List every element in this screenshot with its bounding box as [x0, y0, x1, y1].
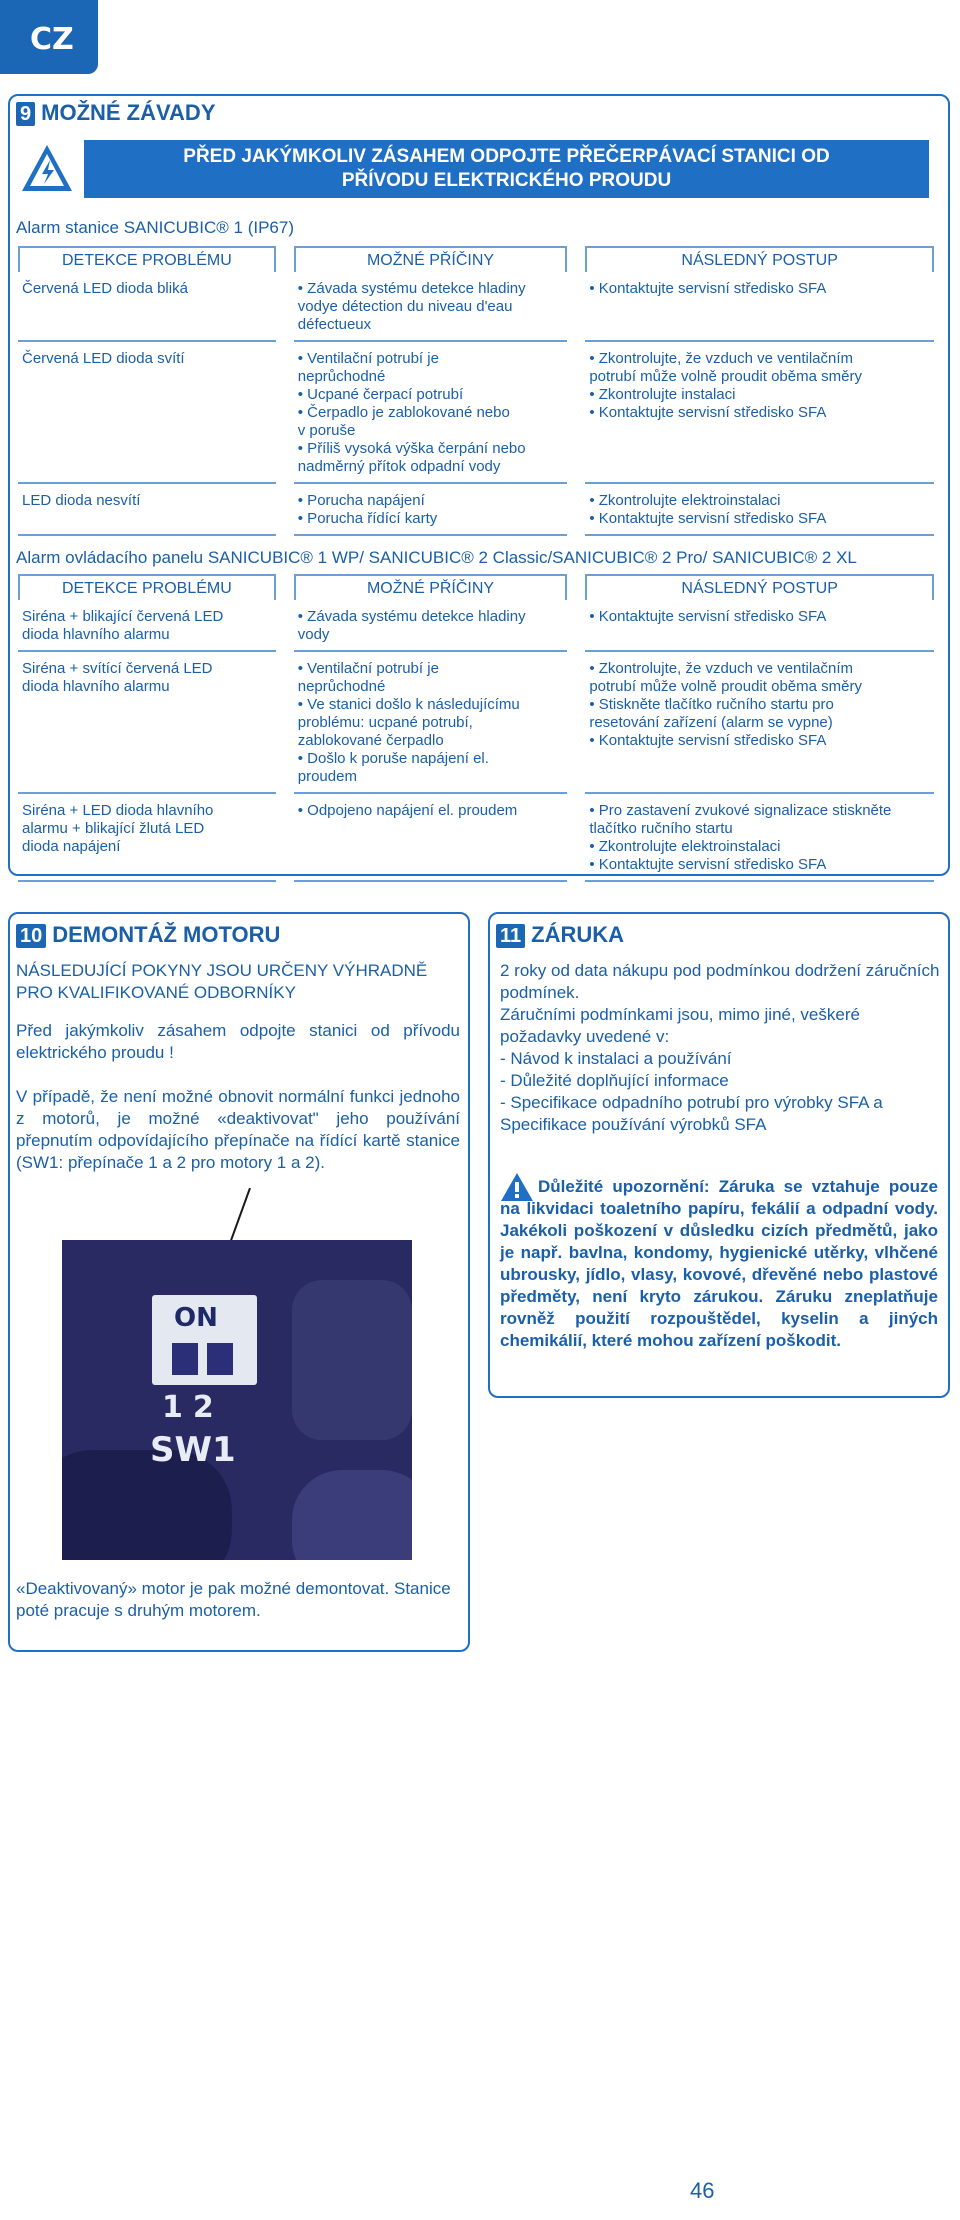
warranty-line: - Návod k instalaci a používání: [500, 1049, 732, 1068]
cell-line: Siréna + svítící červená LED: [22, 660, 213, 677]
language-tab: [0, 0, 98, 74]
cell-line: zablokované čerpadlo: [297, 732, 444, 749]
cell-actions: [585, 800, 934, 882]
warranty-line: Záručními podmínkami jsou, mimo jiné, veškeré požadavky uvedené v:: [500, 1005, 860, 1046]
cell-line: • Kontaktujte servisní středisko SFA: [589, 280, 827, 297]
switch-numbers: 12: [162, 1390, 224, 1425]
warning-line-1: PŘED JAKÝMKOLIV ZÁSAHEM ODPOJTE PŘEČERPÁVACÍ STANICI OD: [183, 146, 830, 167]
cell-line: • Zkontrolujte, že vzduch ve ventilačním: [589, 660, 854, 677]
cell-actions: [585, 348, 934, 484]
cell-line: • Závada systému detekce hladiny: [297, 608, 526, 625]
cell-line: neprůchodné: [297, 678, 386, 695]
cell-line: • Zkontrolujte elektroinstalaci: [589, 838, 781, 855]
cell-actions: [585, 490, 934, 536]
section9-heading: [16, 100, 216, 126]
cell-line: dioda hlavního alarmu: [22, 678, 170, 695]
cell-line: resetování zařízení (alarm se vypne): [589, 714, 833, 731]
switch-label: SW1: [150, 1430, 236, 1470]
warranty-line: - Důležité doplňující informace: [500, 1071, 729, 1090]
cell-problem: [18, 800, 276, 882]
cell-line: Siréna + LED dioda hlavního: [22, 802, 214, 819]
dip-switch: [152, 1295, 257, 1385]
cell-line: • Kontaktujte servisní středisko SFA: [589, 608, 827, 625]
table-row: [18, 800, 934, 882]
cell-causes: [294, 606, 568, 652]
dip-switch-photo: [62, 1240, 412, 1560]
cell-line: défectueux: [297, 316, 372, 333]
cell-causes: [294, 658, 568, 794]
cell-causes: [294, 278, 568, 342]
section-number-badge: 11: [496, 924, 525, 948]
cell-line: Siréna + blikající červená LED: [22, 608, 224, 625]
cell-line: Červená LED dioda bliká: [22, 280, 188, 297]
cell-problem: [18, 348, 276, 484]
cell-line: • Porucha napájení: [297, 492, 425, 509]
cell-line: • Zkontrolujte instalaci: [589, 386, 736, 403]
cell-line: • Porucha řídící karty: [297, 510, 438, 527]
cell-line: • Odpojeno napájení el. proudem: [297, 802, 518, 819]
electric-hazard-icon: [20, 142, 74, 194]
cell-line: vody: [297, 626, 330, 643]
cell-line: • Zkontrolujte elektroinstalaci: [589, 492, 781, 509]
cell-line: Červená LED dioda svítí: [22, 350, 185, 367]
cell-line: • Kontaktujte servisní středisko SFA: [589, 404, 827, 421]
cell-line: nadměrný přítok odpadní vody: [297, 458, 501, 475]
deactivated-motor-paragraph: «Deaktivovaný» motor je pak možné demontovat. Stanice poté pracuje s druhým motorem.: [16, 1579, 451, 1620]
column-header-action: NÁSLEDNÝ POSTUP: [585, 246, 934, 272]
cell-line: • Čerpadlo je zablokované nebo: [297, 404, 510, 421]
cell-line: proudem: [297, 768, 357, 785]
cell-line: potrubí může volně proudit oběma směry: [589, 368, 862, 385]
cell-line: alarmu + blikající žlutá LED: [22, 820, 205, 837]
cell-causes: [294, 490, 568, 536]
warranty-line: - Specifikace odpadního potrubí pro výrobky SFA a Specifikace používání výrobků SFA: [500, 1093, 883, 1134]
section10-heading: [16, 922, 280, 948]
cell-problem: [18, 606, 276, 652]
table-row: [18, 658, 934, 794]
cell-line: potrubí může volně proudit oběma směry: [589, 678, 862, 695]
cell-line: • Příliš vysoká výška čerpání nebo: [297, 440, 526, 457]
disconnect-warning-banner: [84, 140, 929, 198]
column-header-causes: MOŽNÉ PŘÍČINY: [294, 574, 568, 600]
column-header-problem: DETEKCE PROBLÉMU: [18, 246, 276, 272]
warranty-text: [500, 960, 940, 1136]
cell-actions: [585, 606, 934, 652]
cell-line: tlačítko ručního startu: [589, 820, 733, 837]
cell-causes: [294, 800, 568, 882]
cell-line: • Ve stanici došlo k následujícímu: [297, 696, 520, 713]
section-title: MOŽNÉ ZÁVADY: [41, 100, 216, 125]
section11-heading: [496, 922, 624, 948]
cell-line: problému: ucpané potrubí,: [297, 714, 473, 731]
cell-line: • Ventilační potrubí je: [297, 660, 439, 677]
table-row: [18, 278, 934, 342]
qualified-staff-notice: NÁSLEDUJÍCÍ POKYNY JSOU URČENY VÝHRADNĚ PRO KVALIFIKOVANÉ ODBORNÍKY: [16, 961, 428, 1002]
warning-line-2: PŘÍVODU ELEKTRICKÉHO PROUDU: [341, 170, 672, 191]
cell-line: dioda napájení: [22, 838, 121, 855]
cell-line: dioda hlavního alarmu: [22, 626, 170, 643]
section-number-badge: 9: [16, 102, 35, 126]
cell-line: • Kontaktujte servisní středisko SFA: [589, 510, 827, 527]
table1-title: Alarm stanice SANICUBIC® 1 (IP67): [16, 218, 294, 237]
cell-line: v poruše: [297, 422, 356, 439]
cell-line: neprůchodné: [297, 368, 386, 385]
cell-line: • Zkontrolujte, že vzduch ve ventilačním: [589, 350, 854, 367]
troubleshooting-table-2: [0, 568, 952, 888]
cell-line: • Ventilační potrubí je: [297, 350, 439, 367]
cell-line: • Pro zastavení zvukové signalizace stiskněte: [589, 802, 892, 819]
troubleshooting-table-1: [0, 240, 952, 542]
cell-line: • Ucpané čerpací potrubí: [297, 386, 464, 403]
warranty-line: 2 roky od data nákupu pod podmínkou dodržení záručních podmínek.: [500, 961, 940, 1002]
cell-actions: [585, 278, 934, 342]
cell-line: LED dioda nesvítí: [22, 492, 141, 509]
column-header-causes: MOŽNÉ PŘÍČINY: [294, 246, 568, 272]
table2-title: Alarm ovládacího panelu SANICUBIC® 1 WP/ SANICUBIC® 2 Classic/SANICUBIC® 2 Pro/ SANICUBIC® 2 XL: [16, 548, 857, 567]
section-title: ZÁRUKA: [531, 922, 625, 947]
table-row: [18, 606, 934, 652]
cell-line: • Došlo k poruše napájení el.: [297, 750, 489, 767]
switch-2: [207, 1343, 233, 1375]
important-notice: Důležité upozornění: Záruka se vztahuje pouze na likvidaci toaletního papíru, fekálií a odpadní vody. Jakékoli poškození v důsledku cizích předmětů, jako je např. bavlna, kondomy, hygienické utěrky, vlhčené ubrousky, jídlo, vlasy, kovové, dřevěné nebo plastové předměty, není kryto zárukou. Záruku zneplatňuje rovněž použití rozpouštědel, kyselin a jiných chemikálií, které mohou zařízení poškodit.: [500, 1177, 938, 1350]
cell-line: • Kontaktujte servisní středisko SFA: [589, 856, 827, 873]
cell-problem: [18, 278, 276, 342]
section-title: DEMONTÁŽ MOTORU: [52, 922, 281, 947]
cell-line: • Závada systému detekce hladiny: [297, 280, 526, 297]
cell-problem: [18, 490, 276, 536]
cell-line: • Kontaktujte servisní středisko SFA: [589, 732, 827, 749]
switch-on-label: ON: [174, 1303, 218, 1333]
deactivate-paragraph: V případě, že není možné obnovit normální funkci jednoho z motorů, je možné «deaktivovat" jeho používání přepnutím odpovídajícího přepínače na řídící kartě stanice (SW1: přepínače 1 a 2 pro motory 1 a 2).: [16, 1087, 460, 1172]
cell-actions: [585, 658, 934, 794]
disconnect-paragraph: Před jakýmkoliv zásahem odpojte stanici od přívodu elektrického proudu !: [16, 1021, 460, 1062]
cell-causes: [294, 348, 568, 484]
cell-problem: [18, 658, 276, 794]
table-row: [18, 490, 934, 536]
cell-line: • Stiskněte tlačítko ručního startu pro: [589, 696, 834, 713]
page-number: 46: [690, 2178, 715, 2203]
column-header-action: NÁSLEDNÝ POSTUP: [585, 574, 934, 600]
switch-1: [172, 1343, 198, 1375]
section-number-badge: 10: [16, 924, 46, 948]
table-row: [18, 348, 934, 484]
language-label: CZ: [30, 22, 74, 57]
cell-line: vodye détection du niveau d'eau: [297, 298, 513, 315]
column-header-problem: DETEKCE PROBLÉMU: [18, 574, 276, 600]
